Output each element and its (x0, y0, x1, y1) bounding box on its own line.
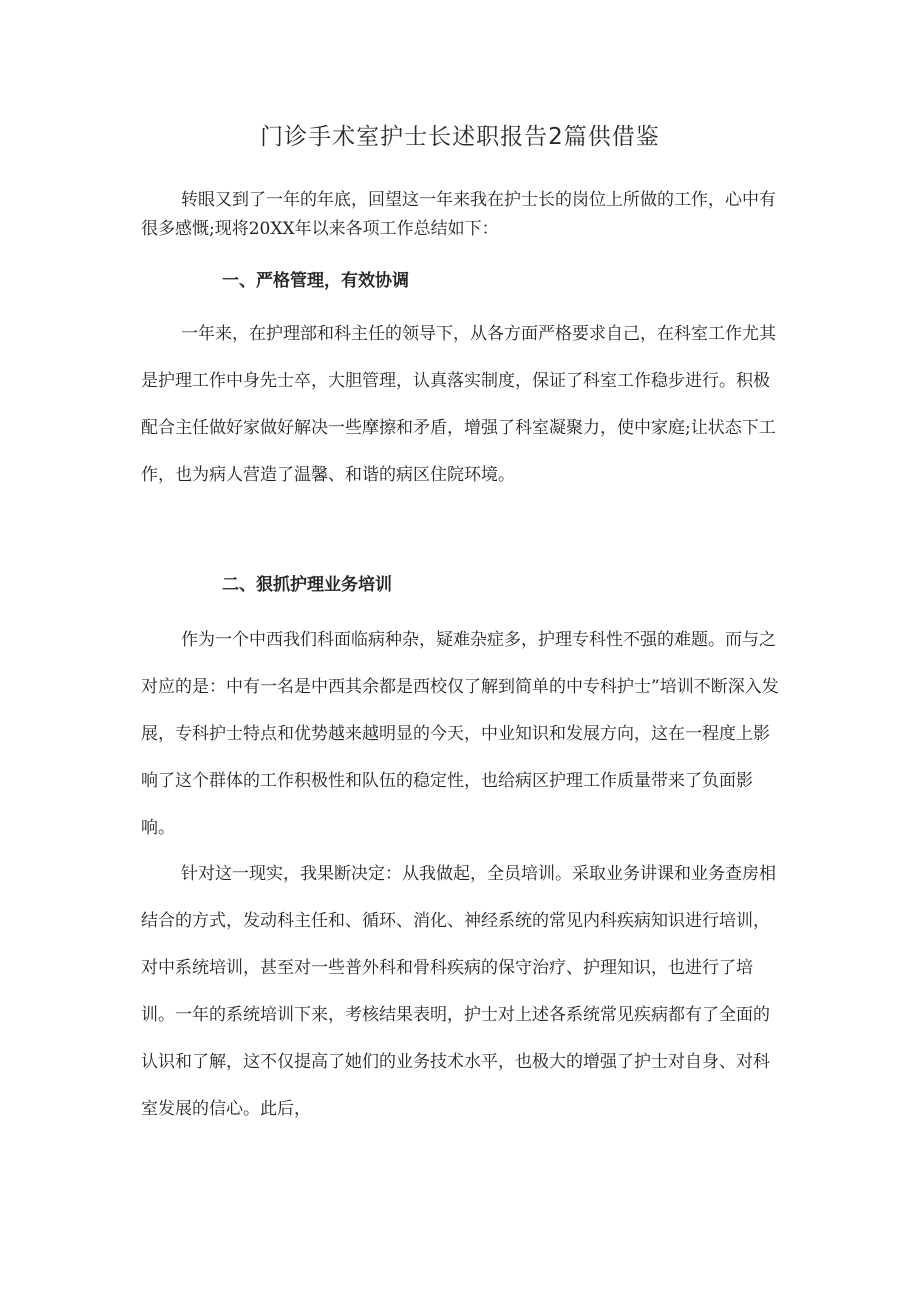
section-2-paragraph-1: 作为一个中西我们科面临病种杂，疑难杂症多，护理专科性不强的难题。而与之对应的是：中有一名是中西其余都是西校仅了解到简单的中专科护士”培训不断深入发展，专科护士特点和优势越来越明显的今天，中业知识和发展方向，这在一程度上影响了这个群体的工作积极性和队伍的稳定性，也给病区护理工作质量带来了负面影响。 (141, 630, 779, 838)
section-2-paragraph-2: 针对这一现实，我果断决定：从我做起，全员培训。采取业务讲课和业务查房相结合的方式，发动科主任和、循环、消化、神经系统的常见内科疾病知识进行培训，对中系统培训，甚至对一些普外科和骨科疾病的保守治疗、护理知识，也进行了培训。一年的系统培训下来，考核结果表明，护士对上述各系统常见疾病都有了全面的认识和了解，这不仅提高了她们的业务技术水平，也极大的增强了护士对自身、对科室发展的信心。此后， (141, 864, 776, 1119)
document-title: 门诊手术室护士长述职报告2篇供借鉴 (260, 124, 660, 150)
section-heading-1: 一、严格管理，有效协调 (222, 271, 409, 291)
section-1-paragraph-1: 一年来，在护理部和科主任的领导下，从各方面严格要求自己，在科室工作尤其是护理工作中身先士卒，大胆管理，认真落实制度，保证了科室工作稳步进行。积极配合主任做好家做好解决一些摩擦和矛盾，增强了科室凝聚力，使中家庭;让状态下工作，也为病人营造了温馨、和谐的病区住院环境。 (141, 324, 776, 485)
intro-paragraph: 转眼又到了一年的年底，回望这一年来我在护士长的岗位上所做的工作，心中有很多感慨;现将20XX年以来各项工作总结如下： (141, 190, 776, 239)
section-heading-2: 二、狠抓护理业务培训 (222, 575, 392, 595)
